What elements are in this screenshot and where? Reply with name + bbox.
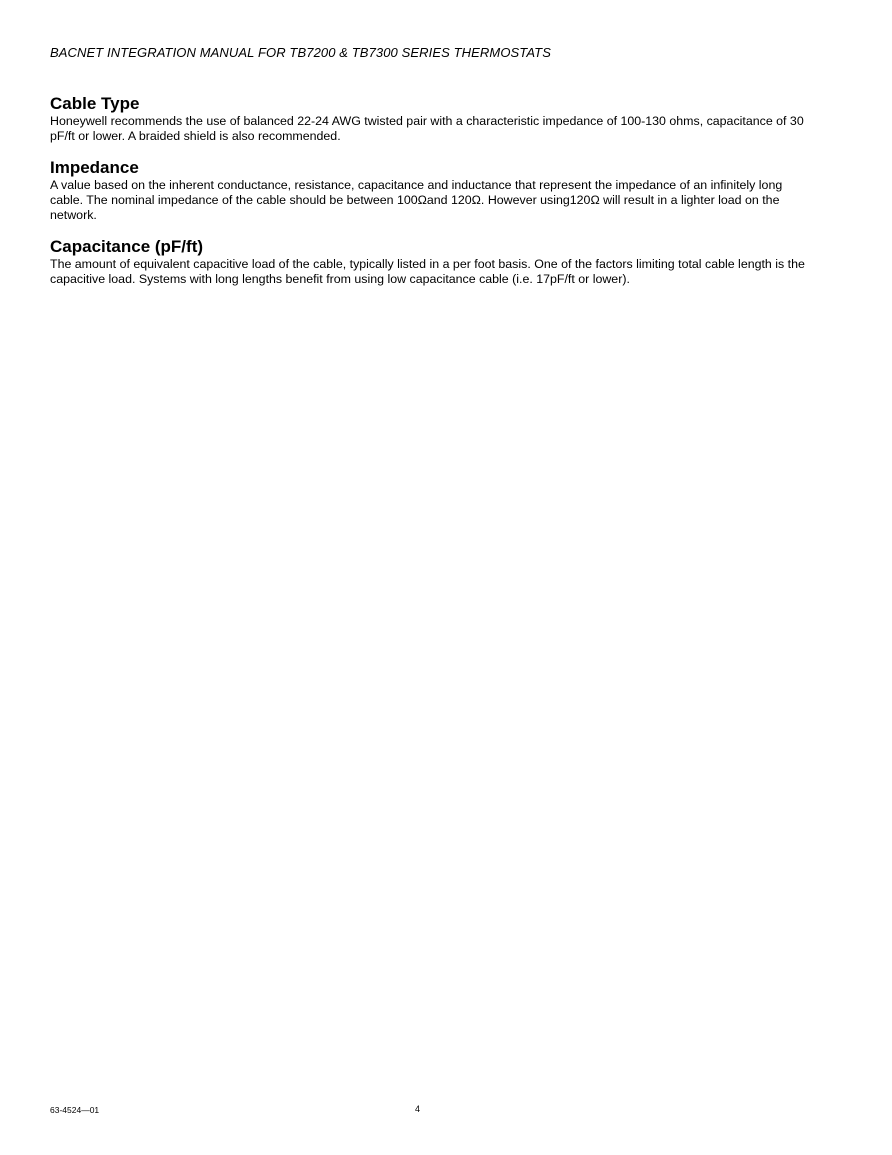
page-number: 4 bbox=[415, 1104, 421, 1114]
page-content bbox=[50, 94, 810, 301]
running-header: BACNET INTEGRATION MANUAL FOR TB7200 & TB7300 SERIES THERMOSTATS bbox=[50, 45, 551, 60]
section-heading: Capacitance (pF/ft) bbox=[50, 237, 204, 256]
section-impedance bbox=[50, 158, 810, 223]
section-capacitance bbox=[50, 237, 810, 287]
section-body: A value based on the inherent conductance, resistance, capacitance and inductance that represent the impedance of an infinitely long cable. The nominal impedance of the cable should be between 100Ωand 120Ω. However using120Ω will result in a lighter load on the network. bbox=[50, 178, 783, 222]
document-number: 63-4524—01 bbox=[50, 1105, 100, 1115]
section-body: The amount of equivalent capacitive load of the cable, typically listed in a per foot basis. One of the factors limiting total cable length is the capacitive load. Systems with long lengths benefit from using low capacitance cable (i.e. 17pF/ft or lower). bbox=[50, 257, 805, 286]
section-heading: Cable Type bbox=[50, 94, 140, 113]
section-cable-type bbox=[50, 94, 810, 144]
section-heading: Impedance bbox=[50, 158, 139, 177]
section-body: Honeywell recommends the use of balanced 22-24 AWG twisted pair with a characteristic impedance of 100-130 ohms, capacitance of 30 pF/ft or lower. A braided shield is also recommended. bbox=[50, 114, 804, 143]
